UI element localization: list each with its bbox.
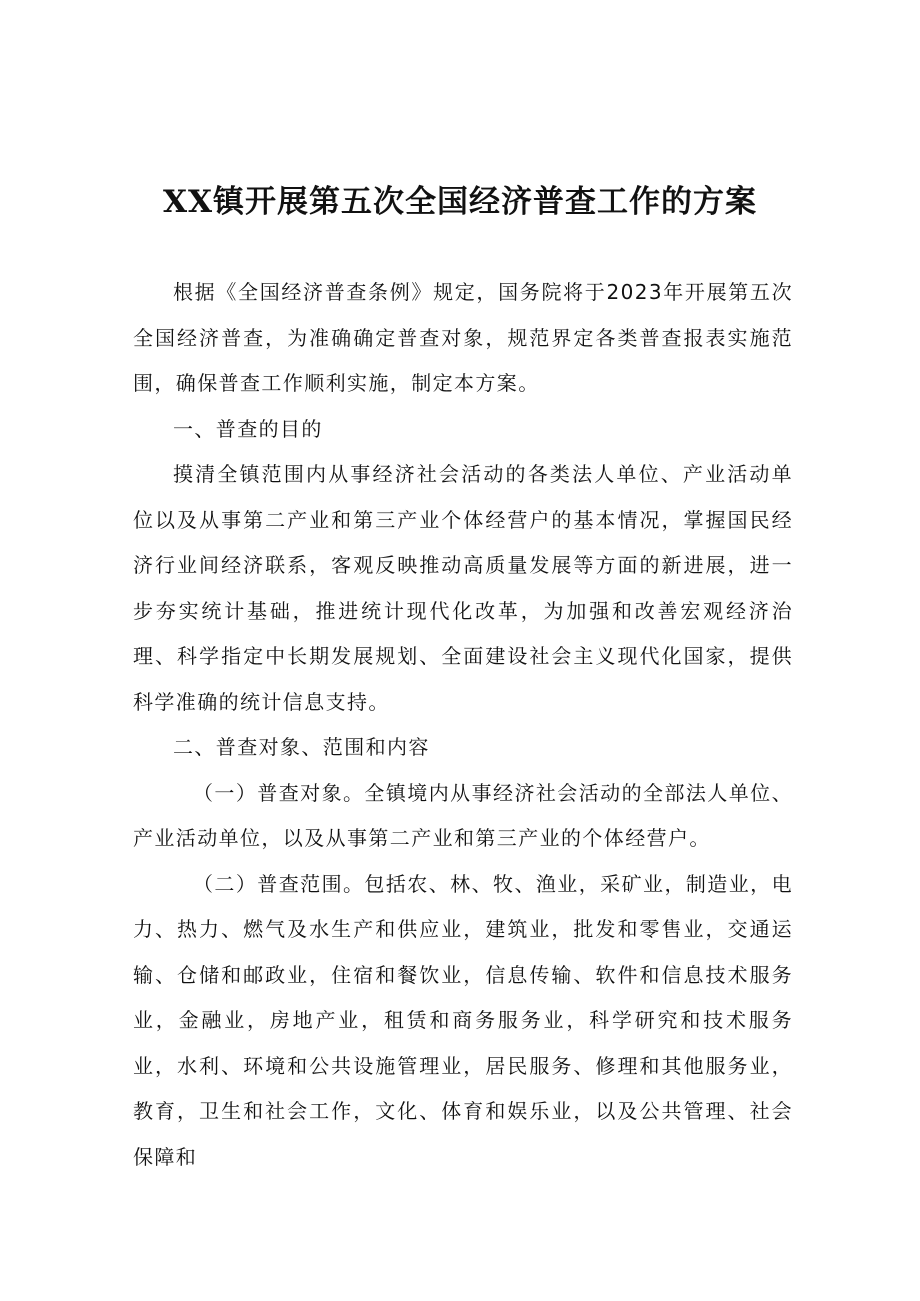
paragraph-objects: （一）普查对象。全镇境内从事经济社会活动的全部法人单位、产业活动单位，以及从事第二产业和第三产业的个体经营户。 [133, 780, 793, 850]
paragraph-purpose: 摸清全镇范围内从事经济社会活动的各类法人单位、产业活动单位以及从事第二产业和第三产业个体经营户的基本情况，掌握国民经济行业间经济联系，客观反映推动高质量发展等方面的新进展，进一步夯实统计基础，推进统计现代化改革，为加强和改善宏观经济治理、科学指定中长期发展规划、全面建设社会主义现代化国家，提供科学准确的统计信息支持。 [133, 462, 793, 714]
document-body [133, 270, 793, 1180]
section-heading-purpose: 一、普查的目的 [173, 416, 323, 441]
paragraph-range: （二）普查范围。包括农、林、牧、渔业，采矿业，制造业，电力、热力、燃气及水生产和供应业，建筑业，批发和零售业，交通运输、仓储和邮政业，住宿和餐饮业，信息传输、软件和信息技术服务业，金融业，房地产业，租赁和商务服务业，科学研究和技术服务业，水利、环境和公共设施管理业，居民服务、修理和其他服务业，教育，卫生和社会工作，文化、体育和娱乐业，以及公共管理、社会保障和 [133, 871, 793, 1169]
section-heading-scope: 二、普查对象、范围和内容 [173, 735, 430, 759]
paragraph-intro: 根据《全国经济普查条例》规定，国务院将于2023年开展第五次全国经济普查，为准确确定普查对象，规范界定各类普查报表实施范围，确保普查工作顺利实施，制定本方案。 [133, 280, 793, 395]
document-title: XX镇开展第五次全国经济普查工作的方案 [162, 184, 758, 220]
